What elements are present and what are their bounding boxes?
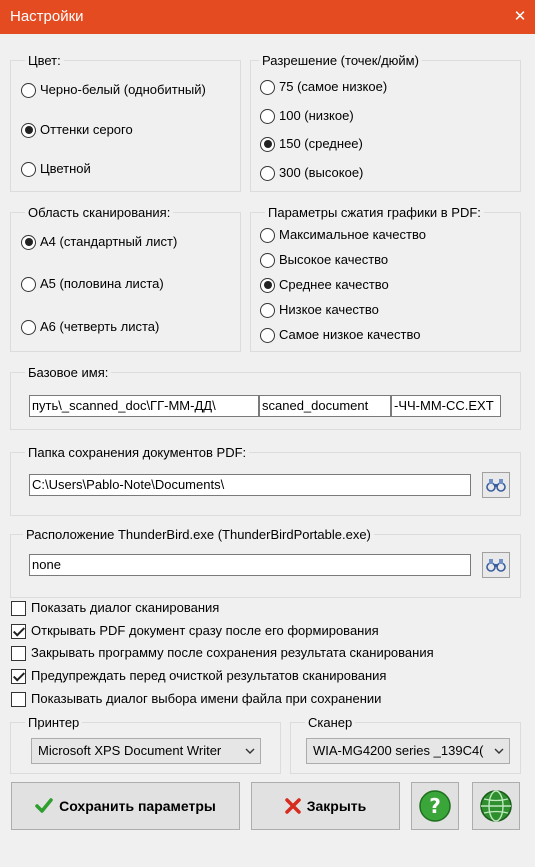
radio-icon <box>21 83 36 98</box>
resolution-option-150[interactable] <box>260 136 363 152</box>
color-option-color-label: Цветной <box>40 161 91 176</box>
compression-option-high-label: Высокое качество <box>279 252 389 267</box>
title-bar <box>0 0 535 34</box>
compression-option-medium-label: Среднее качество <box>279 277 389 292</box>
option-filename-dialog[interactable] <box>11 691 381 707</box>
scan-area-option-a5[interactable] <box>21 276 164 292</box>
scan-area-option-a4[interactable] <box>21 234 177 250</box>
binoculars-icon <box>486 557 506 573</box>
help-button[interactable] <box>411 782 459 830</box>
option-close-after-save-label: Закрывать программу после сохранения результата сканирования <box>31 645 434 660</box>
radio-icon <box>260 80 275 95</box>
color-option-bw-label: Черно-белый (однобитный) <box>40 82 206 97</box>
close-x-icon <box>285 798 301 814</box>
radio-icon <box>21 277 36 292</box>
resolution-option-75-label: 75 (самое низкое) <box>279 79 388 94</box>
radio-icon <box>260 137 275 152</box>
chevron-down-icon <box>489 739 509 763</box>
compression-option-lowest[interactable] <box>260 327 420 343</box>
compression-option-max-label: Максимальное качество <box>279 227 426 242</box>
compression-option-high[interactable] <box>260 252 388 268</box>
radio-icon <box>260 303 275 318</box>
compression-option-max[interactable] <box>260 227 426 243</box>
window-close-button[interactable]: ✕ <box>513 8 527 25</box>
option-show-scan-dialog-label: Показать диалог сканирования <box>31 600 220 615</box>
radio-icon <box>260 228 275 243</box>
scanner-select-value: WIA-MG4200 series _139C4( <box>313 743 484 758</box>
thunderbird-group-legend: Расположение ThunderBird.exe (ThunderBirdPortable.exe) <box>23 527 374 543</box>
website-button[interactable] <box>472 782 520 830</box>
resolution-option-100[interactable] <box>260 108 354 124</box>
checkbox-icon <box>11 624 26 639</box>
compression-option-medium[interactable] <box>260 277 389 293</box>
pdf-folder-group-legend: Папка сохранения документов PDF: <box>25 445 249 461</box>
thunderbird-browse-button[interactable] <box>482 552 510 578</box>
window-title: Настройки <box>10 8 84 25</box>
close-button[interactable] <box>251 782 400 830</box>
option-open-pdf[interactable] <box>11 623 379 639</box>
printer-group-legend: Принтер <box>25 715 82 731</box>
resolution-option-100-label: 100 (низкое) <box>279 108 354 123</box>
compression-option-lowest-label: Самое низкое качество <box>279 327 421 342</box>
save-settings-button-label: Сохранить параметры <box>59 798 216 814</box>
option-filename-dialog-label: Показывать диалог выбора имени файла при сохранении <box>31 691 382 706</box>
resolution-group <box>250 53 521 192</box>
printer-group <box>10 715 281 774</box>
color-option-gray[interactable] <box>21 122 133 138</box>
scanner-group-legend: Сканер <box>305 715 355 731</box>
base-name-group-legend: Базовое имя: <box>25 365 111 381</box>
pdf-folder-group <box>10 445 521 516</box>
resolution-group-legend: Разрешение (точек/дюйм) <box>259 53 422 69</box>
compression-group-legend: Параметры сжатия графики в PDF: <box>265 205 484 221</box>
color-option-gray-label: Оттенки серого <box>40 122 133 137</box>
radio-icon <box>260 278 275 293</box>
thunderbird-path-input[interactable]: none <box>29 554 471 576</box>
color-group-legend: Цвет: <box>25 53 64 69</box>
pdf-folder-input[interactable]: C:\Users\Pablo-Note\Documents\ <box>29 474 471 496</box>
base-name-suffix-field: -ЧЧ-ММ-СС.EXT <box>391 395 501 417</box>
globe-icon <box>479 789 513 823</box>
thunderbird-group <box>10 527 521 598</box>
scan-area-option-a6[interactable] <box>21 319 159 335</box>
radio-icon <box>21 123 36 138</box>
radio-icon <box>21 320 36 335</box>
compression-option-low[interactable] <box>260 302 379 318</box>
option-warn-before-clear-label: Предупреждать перед очисткой результатов сканирования <box>31 668 387 683</box>
radio-icon <box>260 253 275 268</box>
option-show-scan-dialog[interactable] <box>11 600 219 616</box>
base-name-group <box>10 365 521 430</box>
option-warn-before-clear[interactable] <box>11 668 386 684</box>
scanner-group <box>290 715 521 774</box>
compression-group <box>250 205 521 352</box>
base-name-input[interactable]: scaned_document <box>259 395 391 417</box>
checkbox-icon <box>11 669 26 684</box>
color-group <box>10 53 241 192</box>
scan-area-group <box>10 205 241 352</box>
resolution-option-300[interactable] <box>260 165 363 181</box>
scan-area-option-a5-label: A5 (половина листа) <box>40 276 164 291</box>
scan-area-option-a4-label: A4 (стандартный лист) <box>40 234 178 249</box>
pdf-folder-browse-button[interactable] <box>482 472 510 498</box>
radio-icon <box>21 162 36 177</box>
checkmark-icon <box>35 798 53 814</box>
close-button-label: Закрыть <box>306 798 367 814</box>
save-settings-button[interactable] <box>11 782 240 830</box>
resolution-option-300-label: 300 (высокое) <box>279 165 364 180</box>
printer-select-value: Microsoft XPS Document Writer <box>38 743 222 758</box>
compression-option-low-label: Низкое качество <box>279 302 379 317</box>
printer-select[interactable] <box>31 738 261 764</box>
option-open-pdf-label: Открывать PDF документ сразу после его формирования <box>31 623 379 638</box>
radio-icon <box>260 328 275 343</box>
base-name-prefix-field: путь\_scanned_doc\ГГ-ММ-ДД\ <box>29 395 259 417</box>
scan-area-option-a6-label: A6 (четверть листа) <box>40 319 160 334</box>
settings-panel <box>0 34 535 867</box>
checkbox-icon <box>11 692 26 707</box>
binoculars-icon <box>486 477 506 493</box>
resolution-option-150-label: 150 (среднее) <box>279 136 363 151</box>
checkbox-icon <box>11 646 26 661</box>
checkbox-icon <box>11 601 26 616</box>
color-option-bw[interactable] <box>21 82 206 98</box>
radio-icon <box>260 109 275 124</box>
scan-area-group-legend: Область сканирования: <box>25 205 173 221</box>
svg-text:?: ? <box>429 794 441 818</box>
radio-icon <box>260 166 275 181</box>
chevron-down-icon <box>240 739 260 763</box>
resolution-option-75[interactable] <box>260 79 387 95</box>
color-option-color[interactable] <box>21 161 91 177</box>
help-icon <box>418 789 452 823</box>
radio-icon <box>21 235 36 250</box>
scanner-select[interactable] <box>306 738 510 764</box>
option-close-after-save[interactable] <box>11 645 434 661</box>
